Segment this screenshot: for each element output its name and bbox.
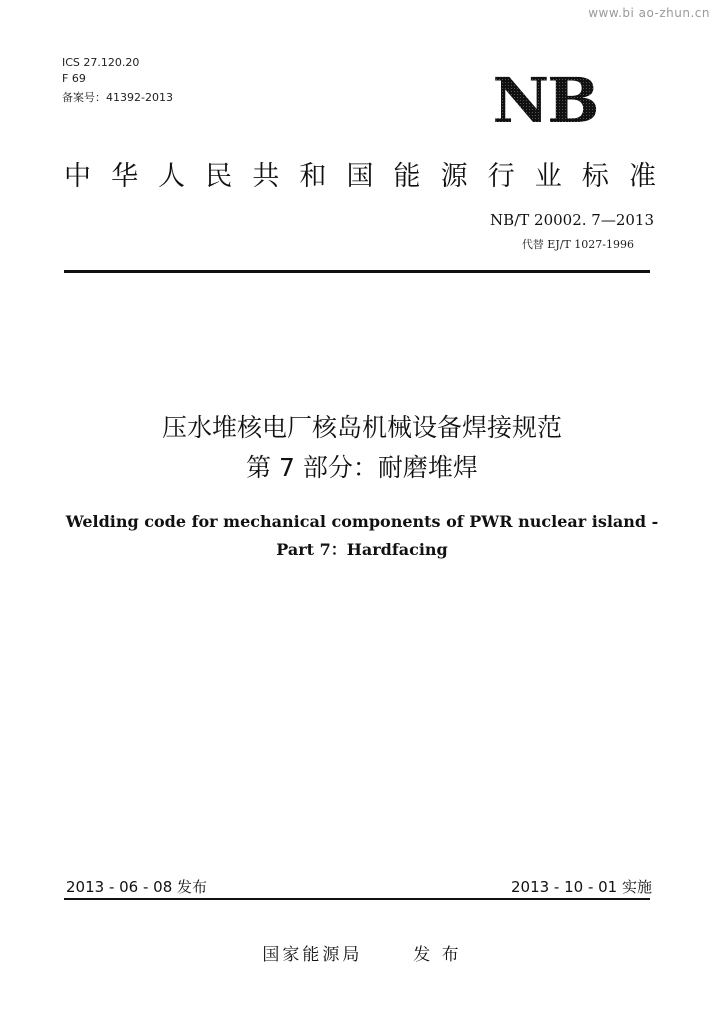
org-title-char: 共 bbox=[252, 161, 280, 192]
org-title-char: 中 bbox=[64, 161, 91, 192]
issuer-name: 国家能源局 bbox=[262, 945, 363, 965]
org-title-char: 人 bbox=[158, 161, 186, 192]
org-title-char: 能 bbox=[393, 161, 421, 192]
org-title-char: 国 bbox=[346, 161, 374, 192]
org-title-char: 源 bbox=[440, 161, 468, 192]
category-code: F 69 bbox=[62, 72, 86, 85]
issuing-authority-title bbox=[64, 154, 656, 193]
title-english-line1: Welding code for mechanical components of PWR nuclear island - bbox=[65, 512, 659, 531]
footer-divider bbox=[64, 898, 650, 900]
issuer-action: 发 布 bbox=[413, 945, 462, 965]
org-title-char: 华 bbox=[111, 161, 139, 192]
filing-number: 备案号：41392-2013 bbox=[62, 91, 173, 104]
implementation-date: 2013 - 10 - 01 实施 bbox=[510, 878, 652, 896]
org-title-char: 民 bbox=[205, 161, 233, 192]
org-title-char: 和 bbox=[299, 161, 327, 192]
watermark-url: www.bi ao-zhun.cn bbox=[588, 6, 710, 20]
publish-date: 2013 - 06 - 08 发布 bbox=[66, 878, 208, 896]
svg-text:NB: NB bbox=[492, 70, 598, 130]
org-title-char: 准 bbox=[628, 161, 656, 192]
standard-number: NB/T 20002. 7—2013 bbox=[490, 211, 654, 229]
org-title-char: 业 bbox=[534, 161, 562, 192]
org-title-char: 标 bbox=[581, 161, 609, 192]
title-chinese-line2: 第 7 部分：耐磨堆焊 bbox=[246, 453, 478, 482]
nb-logo bbox=[478, 70, 612, 130]
org-title-char: 行 bbox=[487, 161, 515, 192]
header-divider bbox=[64, 270, 650, 273]
title-chinese-line1: 压水堆核电厂核岛机械设备焊接规范 bbox=[161, 413, 562, 442]
ics-code: ICS 27.120.20 bbox=[62, 56, 140, 69]
replaces-standard: 代替 EJ/T 1027-1996 bbox=[521, 238, 634, 251]
title-english-line2: Part 7：Hardfacing bbox=[276, 540, 448, 559]
issuer-line bbox=[0, 940, 724, 965]
